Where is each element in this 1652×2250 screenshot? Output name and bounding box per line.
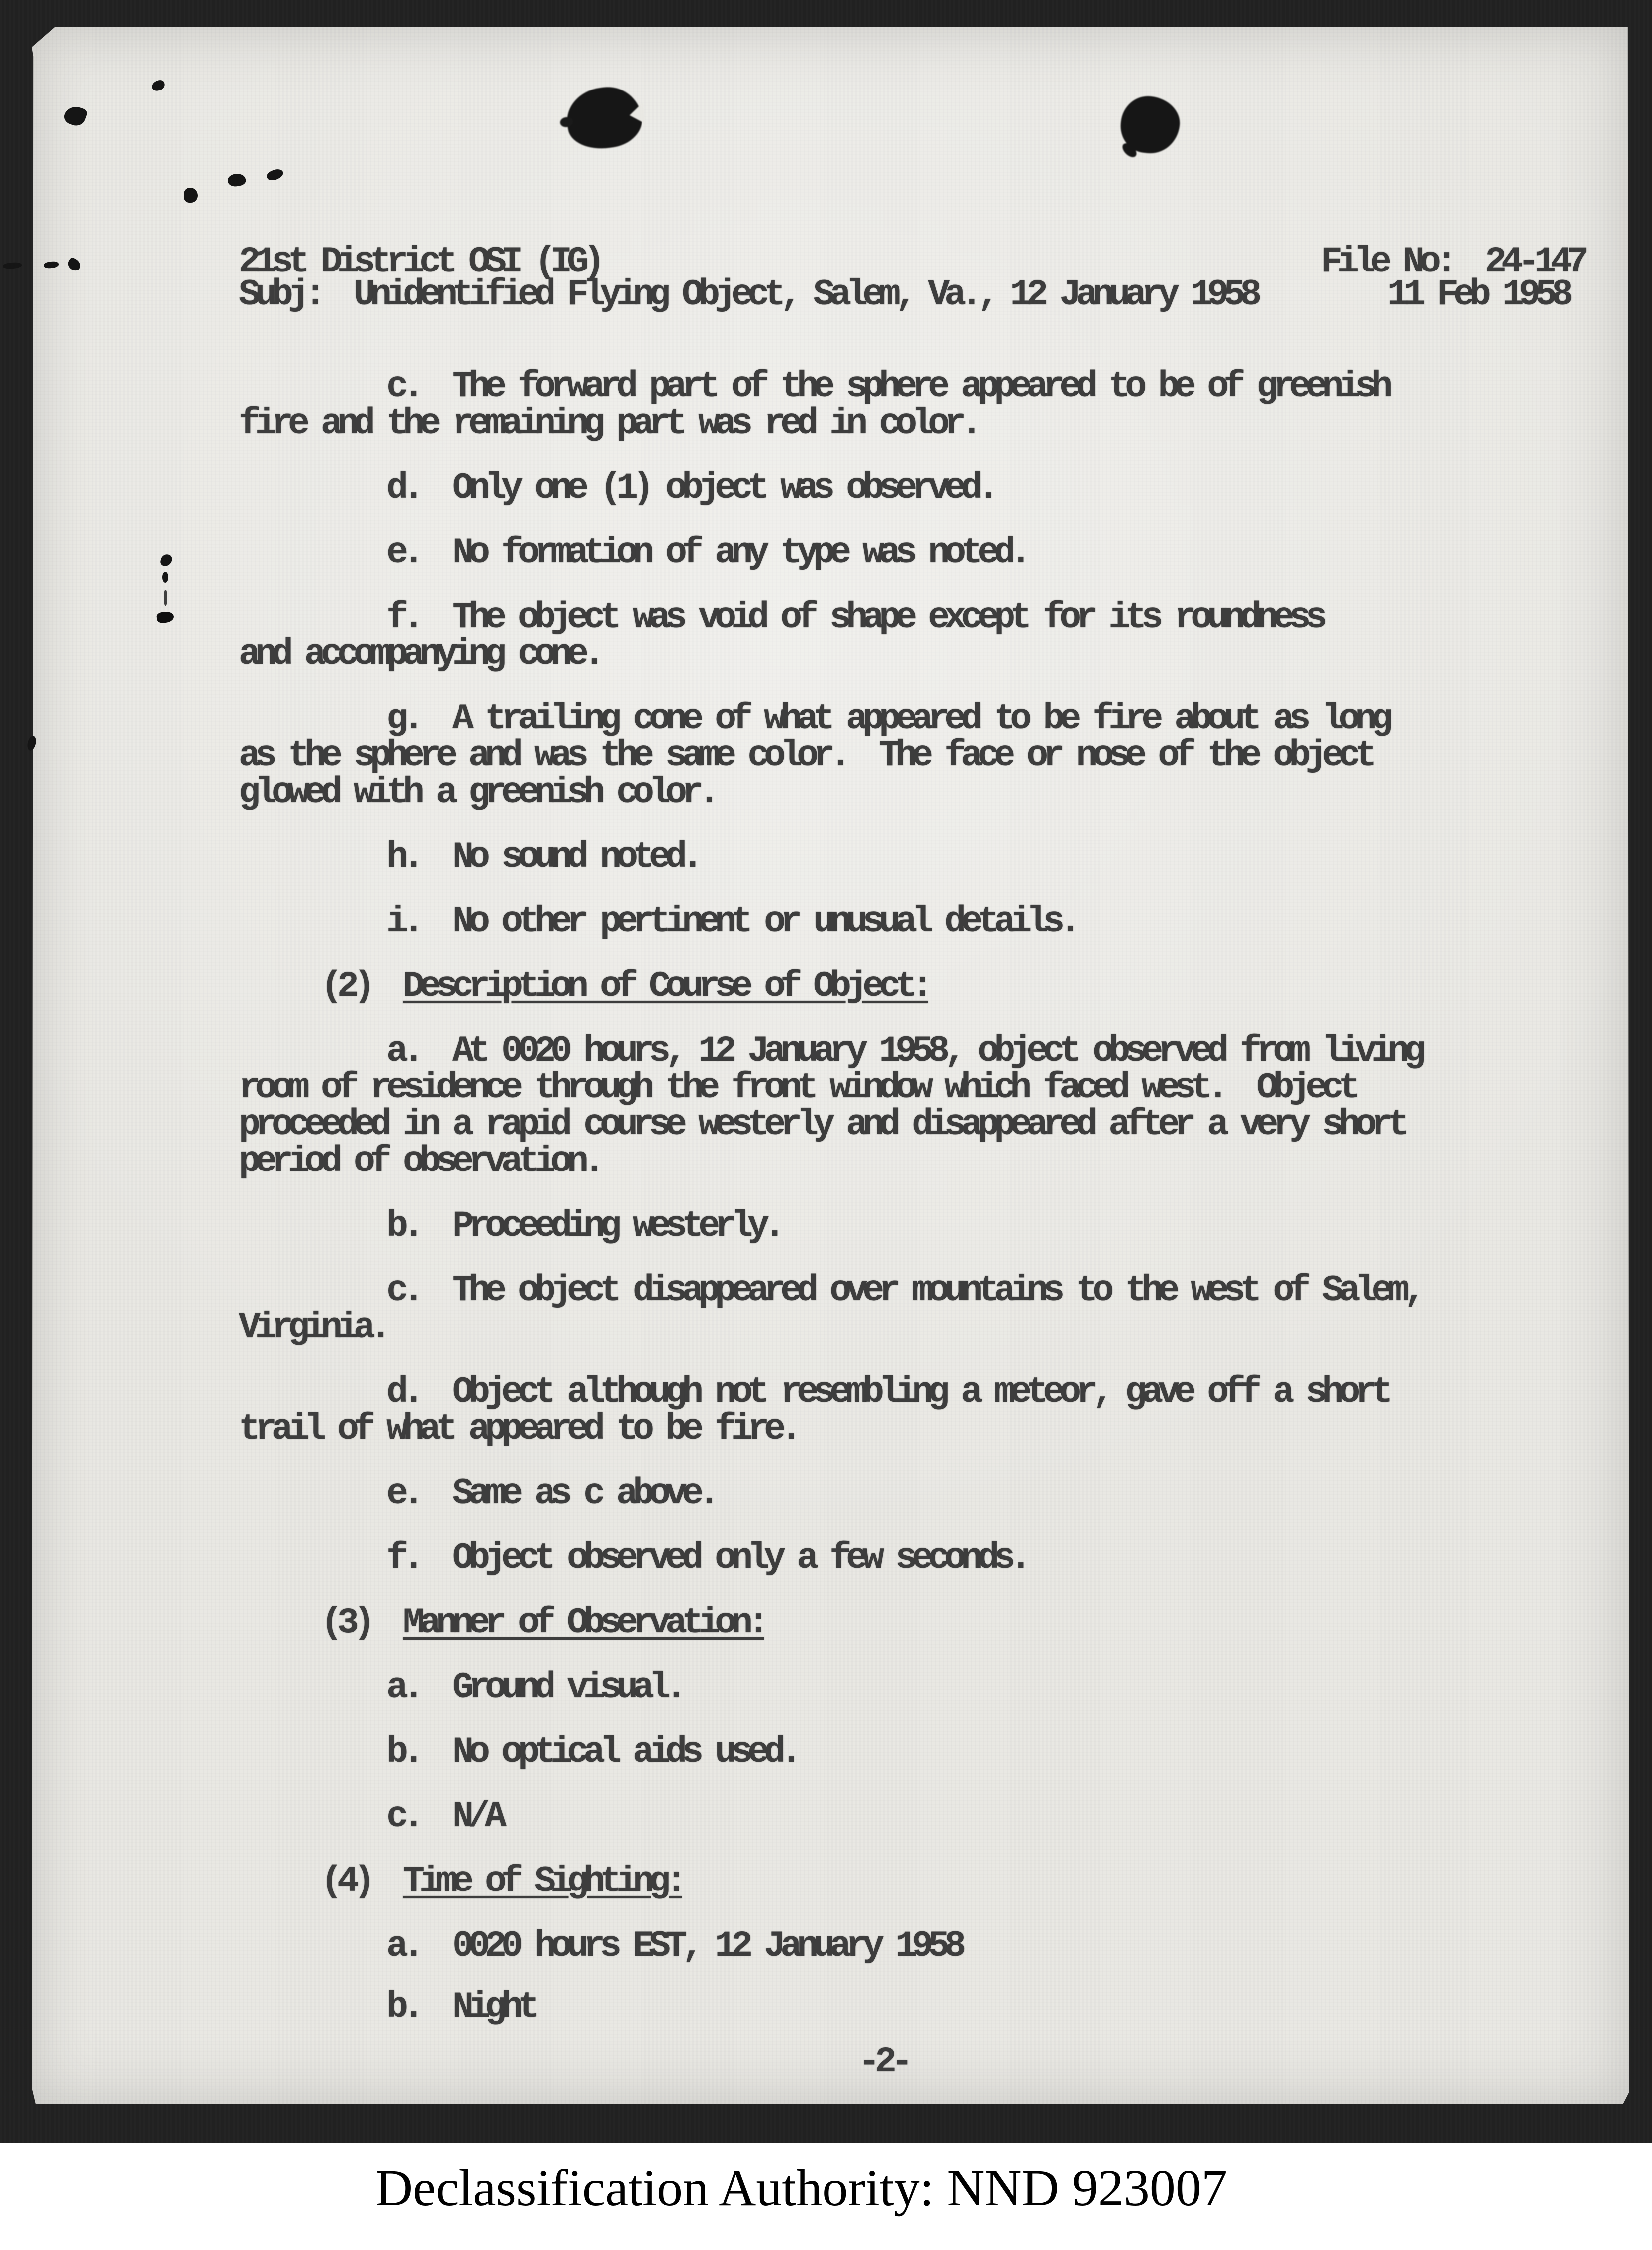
document-line (239, 1601, 764, 1645)
document-line: f. Object observed only a few seconds. (239, 1537, 1027, 1579)
document-line: d. Object although not resembling a meteor, gave off a short (239, 1371, 1388, 1413)
document-line: g. A trailing cone of what appeared to be fire about as long (239, 698, 1388, 739)
document-line: c. N/A (239, 1796, 502, 1837)
document-line: f. The object was void of shape except for its roundness (239, 597, 1322, 638)
header-file-number: File No: 24-147 (1321, 241, 1584, 282)
document-line: b. Proceeding westerly. (239, 1205, 781, 1247)
section-heading: Description of Course of Object: (403, 966, 928, 1007)
heading-number: (4) (239, 1861, 403, 1902)
document-line: fire and the remaining part was red in color. (239, 403, 978, 444)
declassification-text: Declassification Authority: NND 923007 (375, 2160, 1227, 2217)
document-line: period of observation. (239, 1141, 600, 1182)
document-line: c. The object disappeared over mountains to the west of Salem, (239, 1270, 1421, 1311)
header-date: 11 Feb 1958 (1387, 274, 1568, 315)
document-line: e. No formation of any type was noted. (239, 532, 1027, 573)
document-line: h. No sound noted. (239, 836, 699, 878)
section-heading: Manner of Observation: (403, 1602, 764, 1643)
document-line: d. Only one (1) object was observed. (239, 467, 994, 509)
heading-number: (3) (239, 1602, 403, 1643)
document-line: a. 0020 hours EST, 12 January 1958 (239, 1925, 961, 1967)
document-line: and accompanying cone. (239, 633, 600, 675)
document-line: trail of what appeared to be fire. (239, 1408, 797, 1449)
document-line: b. No optical aids used. (239, 1731, 797, 1773)
ink-speck (162, 572, 168, 583)
declassification-banner (0, 2143, 1652, 2250)
ink-speck (184, 188, 198, 203)
page-number: -2- (858, 2041, 908, 2082)
document-line: i. No other pertinent or unusual details. (239, 901, 1076, 942)
ink-speck (3, 262, 22, 270)
section-heading: Time of Sighting: (403, 1861, 682, 1902)
document-line: proceeded in a rapid course westerly and disappeared after a very short (239, 1104, 1404, 1145)
document-line (239, 965, 928, 1008)
document-line: e. Same as c above. (239, 1473, 715, 1514)
ink-speck (164, 590, 167, 606)
header-subject-line: Subj: Unidentified Flying Object, Salem, Va., 12 January 1958 (239, 274, 1257, 315)
heading-number: (2) (239, 966, 403, 1007)
document-line: b. Night (239, 1986, 535, 2028)
document-line: Virginia. (239, 1307, 387, 1348)
document-line: a. At 0020 hours, 12 January 1958, object observed from living (239, 1030, 1421, 1072)
header-district-line: 21st District OSI (IG) (239, 241, 600, 282)
document-line: a. Ground visual. (239, 1667, 682, 1708)
document-line: glowed with a greenish color. (239, 772, 715, 813)
document-line: as the sphere and was the same color. The face or nose of the object (239, 735, 1372, 776)
document-line (239, 1860, 682, 1903)
document-line: c. The forward part of the sphere appeared to be of greenish (239, 366, 1388, 407)
document-line: room of residence through the front window which faced west. Object (239, 1067, 1355, 1108)
